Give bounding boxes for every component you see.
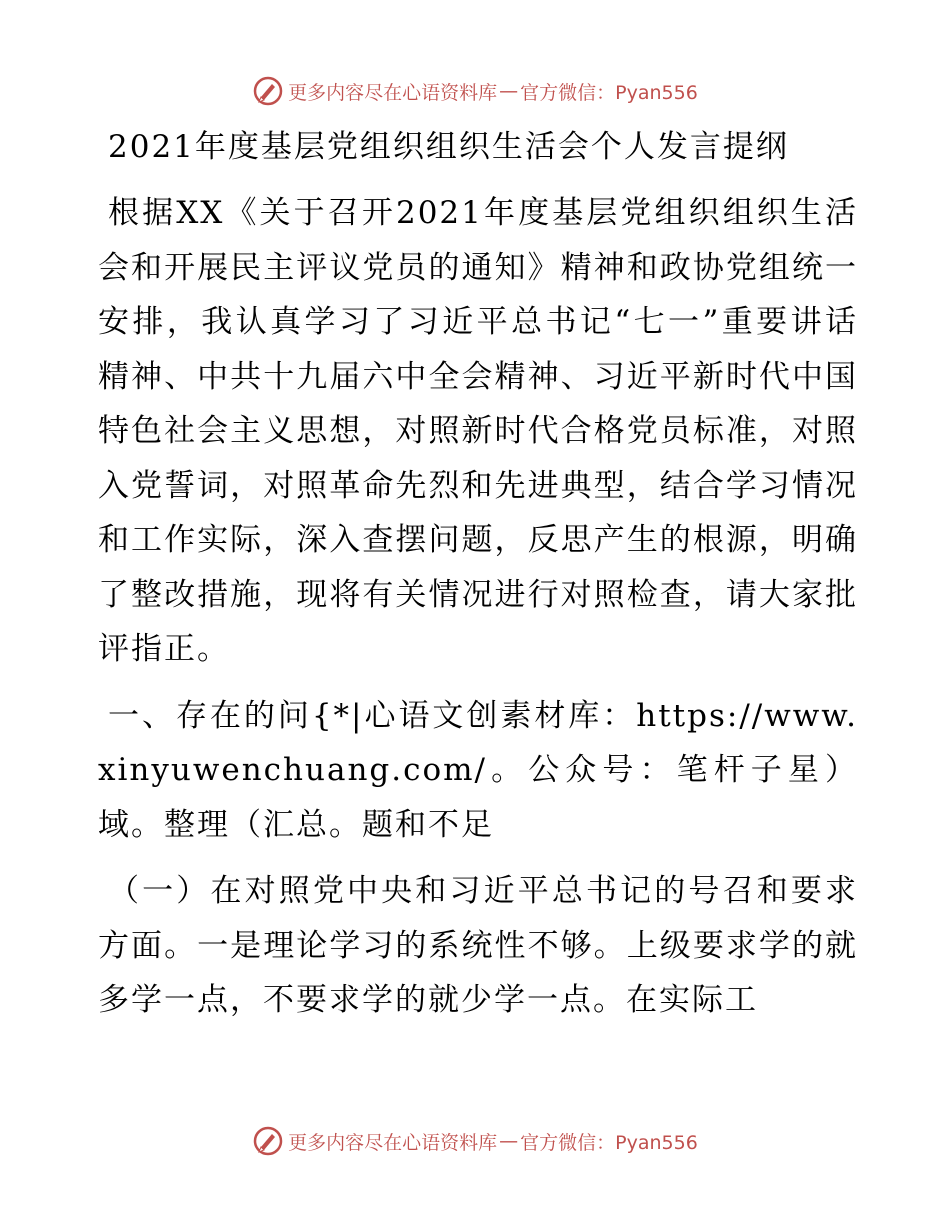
pen-logo-icon bbox=[252, 1125, 284, 1157]
footer-watermark bbox=[0, 1121, 950, 1161]
watermark-text: 更多内容尽在心语资料库 bbox=[288, 81, 498, 104]
header-watermark bbox=[0, 71, 950, 111]
watermark-dash: — bbox=[499, 1130, 519, 1152]
document-body bbox=[98, 120, 858, 1040]
watermark-suffix: 官方微信：Pyan556 bbox=[520, 81, 698, 104]
intro-paragraph: 根据XX《关于召开2021年度基层党组织组织生活会和开展民主评议党员的通知》精神和政协党组统一安排，我认真学习了习近平总书记“七一”重要讲话精神、中共十九届六中全会精神、习近平新时代中国特色社会主义思想，对照新时代合格党员标准，对照入党誓词，对照革命先烈和先进典型，结合学习情况和工作实际，深入查摆问题，反思产生的根源，明确了整改措施，现将有关情况进行对照检查，请大家批评指正。 bbox=[98, 195, 858, 667]
section-1-paragraph-1: （一）在对照党中央和习近平总书记的号召和要求方面。一是理论学习的系统性不够。上级要求学的就多学一点，不要求学的就少学一点。在实际工 bbox=[98, 873, 858, 1018]
watermark-suffix: 官方微信：Pyan556 bbox=[520, 1131, 698, 1154]
document-title: 2021年度基层党组织组织生活会个人发言提纲 bbox=[108, 129, 789, 165]
watermark-dash: — bbox=[499, 80, 519, 102]
watermark-text: 更多内容尽在心语资料库 bbox=[288, 1131, 498, 1154]
pen-logo-icon bbox=[252, 75, 284, 107]
section-heading-1: 一、存在的问{*|心语文创素材库：https://www.xinyuwenchuang.com/。公众号：笔杆子星）域。整理（汇总。题和不足 bbox=[98, 697, 858, 843]
